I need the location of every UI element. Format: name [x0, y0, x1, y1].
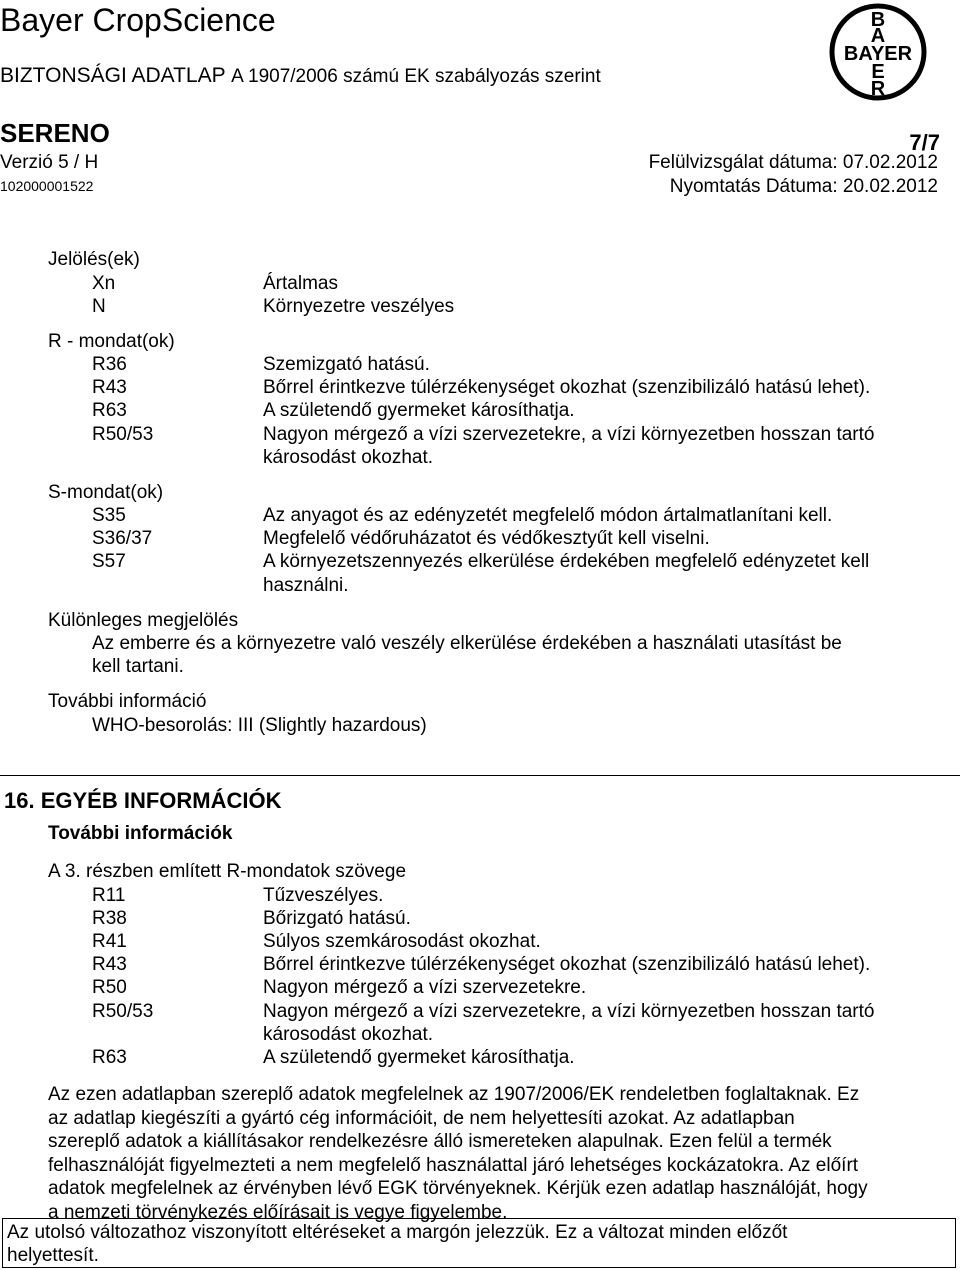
r-phrase-code: R50/53: [92, 424, 154, 445]
logo-letter-e: E: [871, 61, 885, 83]
logo-letter-top: B: [870, 9, 886, 31]
section-divider: [0, 775, 960, 776]
r-phrase-code: R41: [92, 931, 127, 952]
company-name: Bayer CropScience: [0, 2, 276, 38]
label-text: Környezetre veszélyes: [263, 296, 455, 317]
s-phrase-code: S57: [92, 551, 126, 572]
r-phrase-code: R38: [92, 908, 127, 929]
labels-heading: Jelölés(ek): [48, 249, 140, 270]
label-text: Ártalmas: [263, 273, 338, 294]
document-subtitle: A 1907/2006 számú EK szabályozás szerint: [231, 66, 601, 87]
paragraph-line: szereplő adatok a kiállításakor rendelkezésre álló ismereteken alapulnak. Ezen felül a termék: [48, 1131, 832, 1152]
s-phrase-text: Az anyagot és az edényzetét megfelelő módon ártalmatlanítani kell.: [263, 505, 833, 526]
r-phrase-text: Súlyos szemkárosodást okozhat.: [263, 931, 541, 952]
r-phrase-text: A születendő gyermeket károsíthatja.: [263, 400, 575, 421]
r-phrase-code: R43: [92, 954, 127, 975]
s-phrase-code: S36/37: [92, 528, 153, 549]
r-phrase-text: Nagyon mérgező a vízi szervezetekre.: [263, 977, 587, 998]
print-date: Nyomtatás Dátuma: 20.02.2012: [669, 176, 938, 197]
document-code: 102000001522: [0, 178, 94, 194]
r-phrase-text: Nagyon mérgező a vízi szervezetekre, a vízi környezetben hosszan tartó: [263, 424, 875, 445]
special-text: Az emberre és a környezetre való veszély elkerülése érdekében a használati utasítást be: [92, 633, 842, 654]
r-phrase-code: R50: [92, 977, 127, 998]
s-phrase-text-cont: használni.: [263, 575, 349, 596]
s-phrase-code: S35: [92, 505, 126, 526]
r-phrase-code: R43: [92, 377, 127, 398]
document-title: [0, 64, 601, 88]
r-phrase-code: R63: [92, 1047, 127, 1068]
who-classification: WHO-besorolás: III (Slightly hazardous): [92, 715, 427, 736]
section-16-title: 16. EGYÉB INFORMÁCIÓK: [4, 788, 282, 813]
label-code: Xn: [92, 273, 116, 294]
section-16-subtitle: További információk: [48, 823, 233, 844]
footer-line: Az utolsó változathoz viszonyított eltéréseket a margón jelezzük. Ez a változat minden előzőt: [7, 1222, 788, 1243]
r-phrase-text: A születendő gyermeket károsíthatja.: [263, 1047, 575, 1068]
r-phrase-text: Bőrrel érintkezve túlérzékenységet okozhat (szenzibilizáló hatású lehet).: [263, 954, 871, 975]
s-phrase-text: Megfelelő védőruházatot és védőkesztyűt kell viselni.: [263, 528, 710, 549]
r-phrase-code: R36: [92, 354, 127, 375]
r-phrase-code: R50/53: [92, 1001, 154, 1022]
r-phrases-heading: R - mondat(ok): [48, 331, 175, 352]
r-phrase-text-cont: károsodást okozhat.: [263, 447, 434, 468]
paragraph-line: adatok megfelelnek az érvényben lévő EGK törvényeknek. Kérjük ezen adatlap használóját, hogy: [48, 1178, 868, 1199]
r-phrase-text: Nagyon mérgező a vízi szervezetekre, a vízi környezetben hosszan tartó: [263, 1001, 875, 1022]
paragraph-line: az adatlap kiegészíti a gyártó cég információit, de nem helyettesíti azokat. Az adatlapban: [48, 1107, 795, 1129]
footer-box: [2, 1218, 956, 1268]
logo-letter-a: A: [870, 25, 886, 47]
r-phrase-text: Bőrizgató hatású.: [263, 908, 411, 929]
r-phrase-code: R63: [92, 400, 127, 421]
bayer-cross-logo: [828, 2, 928, 102]
r-phrase-text: Tűzveszélyes.: [263, 885, 384, 906]
special-heading: Különleges megjelölés: [48, 610, 239, 631]
r-text-intro: A 3. részben említett R-mondatok szövege: [48, 861, 407, 882]
r-phrase-code: R11: [92, 885, 126, 906]
logo-row: BAYER: [843, 43, 913, 65]
logo-letter-bottom: R: [870, 78, 886, 100]
r-phrase-text-cont: károsodást okozhat.: [263, 1024, 434, 1045]
further-heading: További információ: [48, 691, 207, 712]
disclaimer-paragraph: [48, 1083, 928, 1224]
document-title-main: BIZTONSÁGI ADATLAP: [0, 64, 226, 87]
label-code: N: [92, 296, 106, 317]
product-name: SERENO: [0, 118, 110, 148]
r-phrase-text: Bőrrel érintkezve túlérzékenységet okozhat (szenzibilizáló hatású lehet).: [263, 377, 871, 398]
special-text-cont: kell tartani.: [92, 656, 184, 677]
r-phrase-text: Szemizgató hatású.: [263, 354, 430, 375]
version: Verzió 5 / H: [0, 152, 99, 173]
review-date: Felülvizsgálat dátuma: 07.02.2012: [648, 152, 938, 173]
page-number: 7/7: [909, 130, 940, 155]
paragraph-line: felhasználóját figyelmezteti a nem megfelelő használattal járó lehetséges kockázatokra. Az előírt: [48, 1154, 859, 1176]
paragraph-line: a nemzeti törvénykezés előírásait is vegye figyelembe.: [48, 1201, 508, 1223]
s-phrases-heading: S-mondat(ok): [48, 482, 164, 503]
s-phrase-text: A környezetszennyezés elkerülése érdekében megfelelő edényzetet kell: [263, 551, 870, 572]
paragraph-line: Az ezen adatlapban szereplő adatok megfelelnek az 1907/2006/EK rendeletben foglaltaknak. Ez: [48, 1084, 860, 1105]
footer-line: helyettesít.: [7, 1245, 99, 1266]
